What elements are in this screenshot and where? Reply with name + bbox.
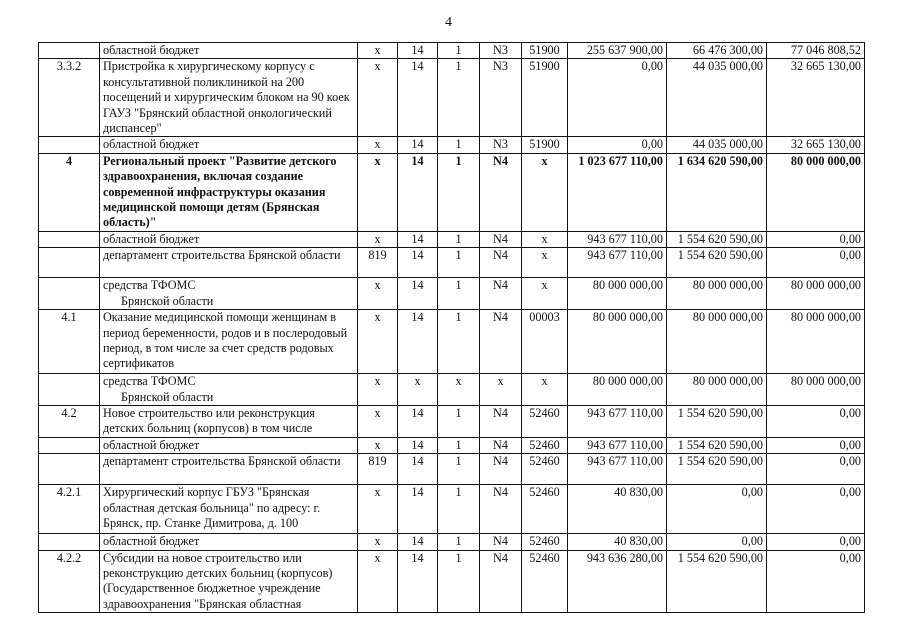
- amount-cell: 0,00: [568, 137, 667, 153]
- amount-cell: 1 023 677 110,00: [568, 153, 667, 231]
- row-description: областной бюджет: [100, 137, 358, 153]
- row-number: [39, 231, 100, 247]
- code-cell: 52460: [522, 437, 568, 453]
- amount-cell: 943 677 110,00: [568, 248, 667, 278]
- code-cell: 1: [438, 153, 480, 231]
- code-cell: N4: [480, 485, 522, 534]
- code-cell: 52460: [522, 550, 568, 613]
- row-description: областной бюджет: [100, 43, 358, 59]
- row-number: [39, 278, 100, 310]
- amount-cell: 943 636 280,00: [568, 550, 667, 613]
- code-cell: 1: [438, 231, 480, 247]
- code-cell: 1: [438, 550, 480, 613]
- code-cell: x: [358, 278, 398, 310]
- code-cell: N4: [480, 454, 522, 485]
- amount-cell: 80 000 000,00: [667, 310, 767, 374]
- row-number: 3.3.2: [39, 59, 100, 137]
- code-cell: x: [358, 310, 398, 374]
- table-row: [39, 310, 865, 374]
- code-cell: 14: [398, 550, 438, 613]
- code-cell: x: [522, 248, 568, 278]
- code-cell: N4: [480, 437, 522, 453]
- code-cell: N4: [480, 405, 522, 437]
- code-cell: 52460: [522, 485, 568, 534]
- code-cell: 1: [438, 534, 480, 550]
- code-cell: x: [522, 153, 568, 231]
- code-cell: N4: [480, 550, 522, 613]
- amount-cell: 0,00: [767, 437, 865, 453]
- amount-cell: 0,00: [767, 454, 865, 485]
- code-cell: 1: [438, 485, 480, 534]
- amount-cell: 0,00: [767, 550, 865, 613]
- code-cell: 51900: [522, 43, 568, 59]
- row-description: департамент строительства Брянской области: [100, 248, 358, 278]
- page-number: 4: [445, 15, 452, 30]
- code-cell: 52460: [522, 454, 568, 485]
- code-cell: 52460: [522, 405, 568, 437]
- amount-cell: 255 637 900,00: [568, 43, 667, 59]
- code-cell: x: [358, 59, 398, 137]
- code-cell: x: [358, 137, 398, 153]
- row-description: Новое строительство или реконструкция детских больниц (корпусов) в том числе: [100, 405, 358, 437]
- amount-cell: 1 554 620 590,00: [667, 231, 767, 247]
- amount-cell: 66 476 300,00: [667, 43, 767, 59]
- code-cell: x: [480, 374, 522, 406]
- code-cell: 14: [398, 43, 438, 59]
- row-number: 4.2: [39, 405, 100, 437]
- code-cell: 1: [438, 454, 480, 485]
- row-number: [39, 454, 100, 485]
- amount-cell: 0,00: [767, 231, 865, 247]
- row-description: Хирургический корпус ГБУЗ "Брянская областная детская больница" по адресу: г. Брянск, пр. Станке Димитрова, д. 100: [100, 485, 358, 534]
- amount-cell: 943 677 110,00: [568, 454, 667, 485]
- code-cell: x: [522, 278, 568, 310]
- code-cell: 1: [438, 137, 480, 153]
- code-cell: 14: [398, 405, 438, 437]
- row-number: [39, 248, 100, 278]
- row-number: [39, 534, 100, 550]
- amount-cell: 77 046 808,52: [767, 43, 865, 59]
- code-cell: 1: [438, 278, 480, 310]
- amount-cell: 80 000 000,00: [667, 374, 767, 406]
- amount-cell: 80 000 000,00: [667, 278, 767, 310]
- code-cell: x: [358, 534, 398, 550]
- code-cell: 819: [358, 454, 398, 485]
- table-row: [39, 534, 865, 550]
- row-description: средства ТФОМС Брянской области: [100, 374, 358, 406]
- row-description: Региональный проект "Развитие детского здравоохранения, включая создание современной инфраструктуры оказания медицинской помощи детям (Брянская область)": [100, 153, 358, 231]
- amount-cell: 1 554 620 590,00: [667, 550, 767, 613]
- amount-cell: 32 665 130,00: [767, 137, 865, 153]
- table-row: [39, 454, 865, 485]
- code-cell: x: [358, 43, 398, 59]
- amount-cell: 0,00: [767, 485, 865, 534]
- code-cell: 1: [438, 43, 480, 59]
- row-number: 4.1: [39, 310, 100, 374]
- amount-cell: 1 554 620 590,00: [667, 437, 767, 453]
- row-number: 4.2.2: [39, 550, 100, 613]
- row-description: областной бюджет: [100, 437, 358, 453]
- code-cell: 14: [398, 278, 438, 310]
- amount-cell: 80 000 000,00: [767, 278, 865, 310]
- table-row: [39, 43, 865, 59]
- code-cell: x: [522, 231, 568, 247]
- code-cell: 1: [438, 437, 480, 453]
- code-cell: x: [438, 374, 480, 406]
- code-cell: 14: [398, 454, 438, 485]
- table-row: [39, 437, 865, 453]
- amount-cell: 0,00: [767, 248, 865, 278]
- code-cell: 1: [438, 248, 480, 278]
- code-cell: 00003: [522, 310, 568, 374]
- table-row: [39, 405, 865, 437]
- row-number: 4.2.1: [39, 485, 100, 534]
- code-cell: 14: [398, 248, 438, 278]
- amount-cell: 0,00: [667, 534, 767, 550]
- amount-cell: 80 000 000,00: [767, 374, 865, 406]
- amount-cell: 943 677 110,00: [568, 231, 667, 247]
- amount-cell: 44 035 000,00: [667, 59, 767, 137]
- code-cell: x: [358, 153, 398, 231]
- budget-table: [38, 42, 865, 613]
- amount-cell: 943 677 110,00: [568, 405, 667, 437]
- code-cell: N4: [480, 248, 522, 278]
- row-number: 4: [39, 153, 100, 231]
- table-row: [39, 248, 865, 278]
- amount-cell: 80 000 000,00: [568, 310, 667, 374]
- amount-cell: 44 035 000,00: [667, 137, 767, 153]
- amount-cell: 32 665 130,00: [767, 59, 865, 137]
- code-cell: x: [358, 405, 398, 437]
- table-row: [39, 231, 865, 247]
- amount-cell: 0,00: [568, 59, 667, 137]
- amount-cell: 80 000 000,00: [767, 310, 865, 374]
- amount-cell: 80 000 000,00: [568, 278, 667, 310]
- amount-cell: 1 634 620 590,00: [667, 153, 767, 231]
- amount-cell: 1 554 620 590,00: [667, 248, 767, 278]
- table-row: [39, 137, 865, 153]
- row-number: [39, 43, 100, 59]
- table-row: [39, 550, 865, 613]
- code-cell: 14: [398, 153, 438, 231]
- code-cell: 1: [438, 310, 480, 374]
- row-number: [39, 437, 100, 453]
- code-cell: N3: [480, 43, 522, 59]
- row-description: областной бюджет: [100, 231, 358, 247]
- code-cell: x: [522, 374, 568, 406]
- code-cell: 14: [398, 485, 438, 534]
- code-cell: N4: [480, 310, 522, 374]
- amount-cell: 80 000 000,00: [767, 153, 865, 231]
- code-cell: x: [358, 485, 398, 534]
- code-cell: x: [358, 550, 398, 613]
- amount-cell: 1 554 620 590,00: [667, 454, 767, 485]
- row-description: департамент строительства Брянской области: [100, 454, 358, 485]
- amount-cell: 943 677 110,00: [568, 437, 667, 453]
- amount-cell: 0,00: [767, 405, 865, 437]
- amount-cell: 0,00: [667, 485, 767, 534]
- row-description: Пристройка к хирургическому корпусу с консультативной поликлиникой на 200 посещений и хирургическим блоком на 90 коек ГАУЗ "Брянский областной онкологический диспансер": [100, 59, 358, 137]
- code-cell: 1: [438, 405, 480, 437]
- code-cell: N4: [480, 153, 522, 231]
- row-number: [39, 374, 100, 406]
- code-cell: 819: [358, 248, 398, 278]
- code-cell: 51900: [522, 59, 568, 137]
- row-description: Оказание медицинской помощи женщинам в период беременности, родов и в послеродовый период, в том числе за счет средств родовых сертификатов: [100, 310, 358, 374]
- code-cell: x: [358, 374, 398, 406]
- amount-cell: 1 554 620 590,00: [667, 405, 767, 437]
- code-cell: 14: [398, 59, 438, 137]
- code-cell: 14: [398, 534, 438, 550]
- row-number: [39, 137, 100, 153]
- code-cell: 51900: [522, 137, 568, 153]
- code-cell: 14: [398, 231, 438, 247]
- table-row: [39, 153, 865, 231]
- code-cell: N4: [480, 231, 522, 247]
- amount-cell: 80 000 000,00: [568, 374, 667, 406]
- code-cell: 14: [398, 137, 438, 153]
- code-cell: N4: [480, 278, 522, 310]
- code-cell: x: [358, 437, 398, 453]
- row-description: Субсидии на новое строительство или реконструкцию детских больниц (корпусов) (Государственное бюджетное учреждение здравоохранения "Брянская областная: [100, 550, 358, 613]
- table-row: [39, 374, 865, 406]
- code-cell: x: [398, 374, 438, 406]
- amount-cell: 40 830,00: [568, 534, 667, 550]
- amount-cell: 40 830,00: [568, 485, 667, 534]
- code-cell: N3: [480, 137, 522, 153]
- code-cell: 1: [438, 59, 480, 137]
- amount-cell: 0,00: [767, 534, 865, 550]
- code-cell: 52460: [522, 534, 568, 550]
- row-description: областной бюджет: [100, 534, 358, 550]
- table-row: [39, 485, 865, 534]
- code-cell: 14: [398, 310, 438, 374]
- code-cell: x: [358, 231, 398, 247]
- row-description: средства ТФОМС Брянской области: [100, 278, 358, 310]
- code-cell: 14: [398, 437, 438, 453]
- table-row: [39, 59, 865, 137]
- code-cell: N4: [480, 534, 522, 550]
- code-cell: N3: [480, 59, 522, 137]
- table-row: [39, 278, 865, 310]
